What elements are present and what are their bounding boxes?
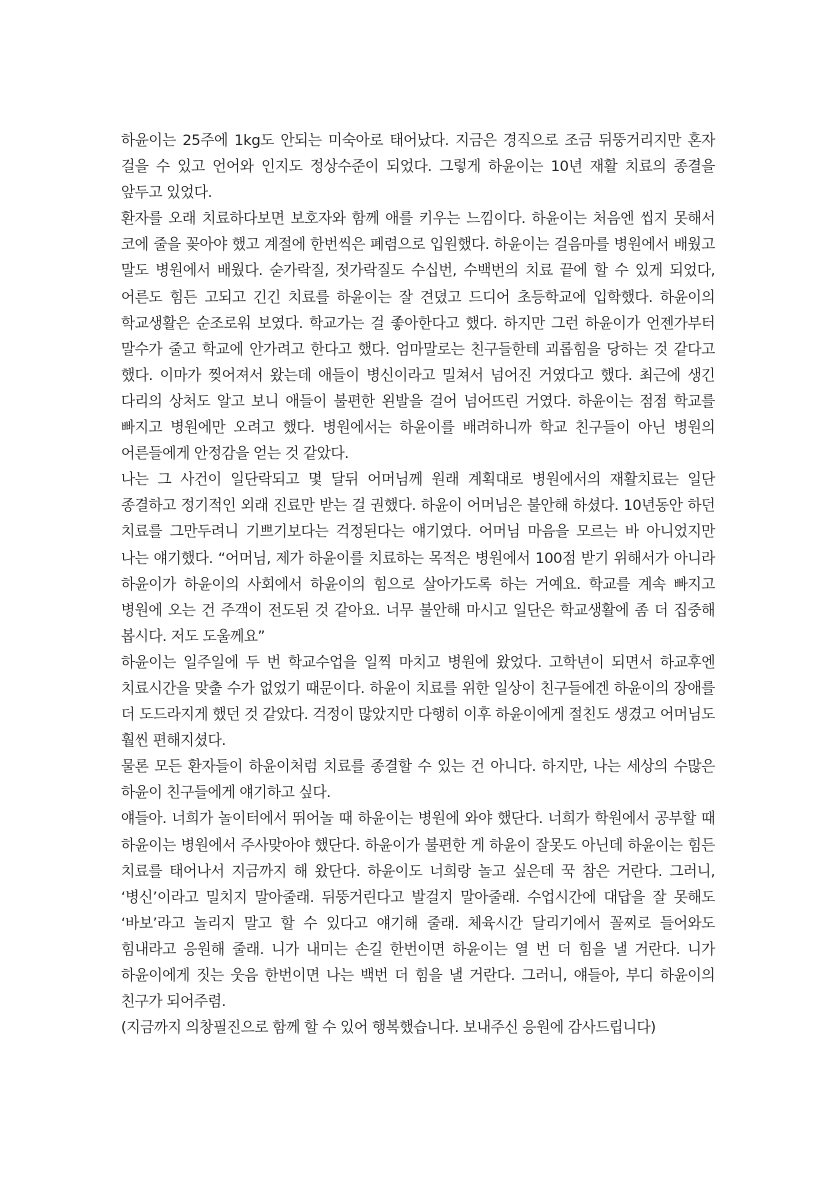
essay-body	[121, 128, 715, 1041]
paragraph-message-intro: 물론 모든 환자들이 하윤이처럼 치료를 종결할 수 있는 건 아니다. 하지만, 나는 세상의 수많은 하윤이 친구들에게 얘기하고 싶다.	[121, 758, 715, 802]
paragraph-school-life: 하윤이는 일주일에 두 번 학교수업을 일찍 마치고 병원에 왔었다. 고학년이 되면서 하교후엔 치료시간을 맞출 수가 없었기 때문이다. 하윤이 치료를 위한 일상이 친구들에겐 하윤이의 장애를 더 도드라지게 했던 것 같았다. 걱정이 많았지만 다행히 이후 하윤이에게 절친도 생겼고 어머님도 훨씬 편해지셨다.	[121, 653, 715, 750]
paragraph-intro: 하윤이는 25주에 1kg도 안되는 미숙아로 태어났다. 지금은 경직으로 조금 뒤뚱거리지만 혼자 걸을 수 있고 언어와 인지도 정상수준이 되었다. 그렇게 하윤이는 10년 재활 치료의 종결을 앞두고 있었다.	[121, 132, 715, 202]
paragraph-message-to-friends: 얘들아. 너희가 놀이터에서 뛰어놀 때 하윤이는 병원에 와야 했단다. 너희가 학원에서 공부할 때 하윤이는 병원에서 주사맞아야 했단다. 하윤이가 불편한 게 하윤이 잘못도 아닌데 하윤이는 힘든 치료를 태어나서 지금까지 해 왔단다. 하윤이도 너희랑 놀고 싶은데 꾹 참은 거란다. 그러니, ‘병신’이라고 밀치지 말아줄래. 뒤뚱거린다고 발걸지 말아줄래. 수업시간에 대답을 잘 못해도 ‘바보’라고 놀리지 말고 할 수 있다고 얘기해 줄래. 체육시간 달리기에서 꼴찌로 들어와도 힘내라고 응원해 줄래. 니가 내미는 손길 한번이면 하윤이는 열 번 더 힘을 낼 거란다. 니가 하윤이에게 짓는 웃음 한번이면 나는 백번 더 힘을 낼 거란다. 그러니, 얘들아, 부디 하윤이의 친구가 되어주렴.	[121, 810, 715, 1011]
paragraph-closing-note: (지금까지 의창필진으로 함께 할 수 있어 행복했습니다. 보내주신 응원에 감사드립니다)	[121, 1019, 656, 1037]
paragraph-conversation-with-mother: 나는 그 사건이 일단락되고 몇 달뒤 어머님께 원래 계획대로 병원에서의 재활치료는 일단 종결하고 정기적인 외래 진료만 받는 걸 권했다. 하윤이 어머님은 불안해 하셨다. 10년동안 하던 치료를 그만두려니 기쁘기보다는 걱정된다는 얘기였다. 어머님 마음을 모르는 바 아니었지만 나는 얘기했다. “어머님, 제가 하윤이를 치료하는 목적은 병원에서 100점 받기 위해서가 아니라 하윤이가 하윤이의 사회에서 하윤이의 힘으로 살아가도록 하는 거예요. 학교를 계속 빠지고 병원에 오는 건 주객이 전도된 것 같아요. 너무 불안해 마시고 일단은 학교생활에 좀 더 집중해 봅시다. 저도 도울께요”	[121, 471, 715, 645]
paragraph-treatment-history: 환자를 오래 치료하다보면 보호자와 함께 애를 키우는 느낌이다. 하윤이는 처음엔 씹지 못해서 코에 줄을 꽂아야 했고 계절에 한번씩은 폐렴으로 입원했다. 하윤이는 걸음마를 병원에서 배웠고 말도 병원에서 배웠다. 숟가락질, 젓가락질도 수십번, 수백번의 치료 끝에 할 수 있게 되었다, 어른도 힘든 고되고 긴긴 치료를 하윤이는 잘 견뎠고 드디어 초등학교에 입학했다. 하윤이의 학교생활은 순조로워 보였다. 학교가는 걸 좋아한다고 했다. 하지만 그런 하윤이가 언젠가부터 말수가 줄고 학교에 안가려고 한다고 했다. 엄마말로는 친구들한테 괴롭힘을 당하는 것 같다고 했다. 이마가 찢어져서 왔는데 애들이 병신이라고 밀쳐서 넘어진 거였다고 했다. 최근에 생긴 다리의 상처도 알고 보니 애들이 불편한 왼발을 걸어 넘어뜨린 거였다. 하윤이는 점점 학교를 빠지고 병원에만 오려고 했다. 병원에서는 하윤이를 배려하니까 학교 친구들이 아닌 병원의 어른들에게 안정감을 얻는 것 같았다.	[121, 210, 715, 463]
